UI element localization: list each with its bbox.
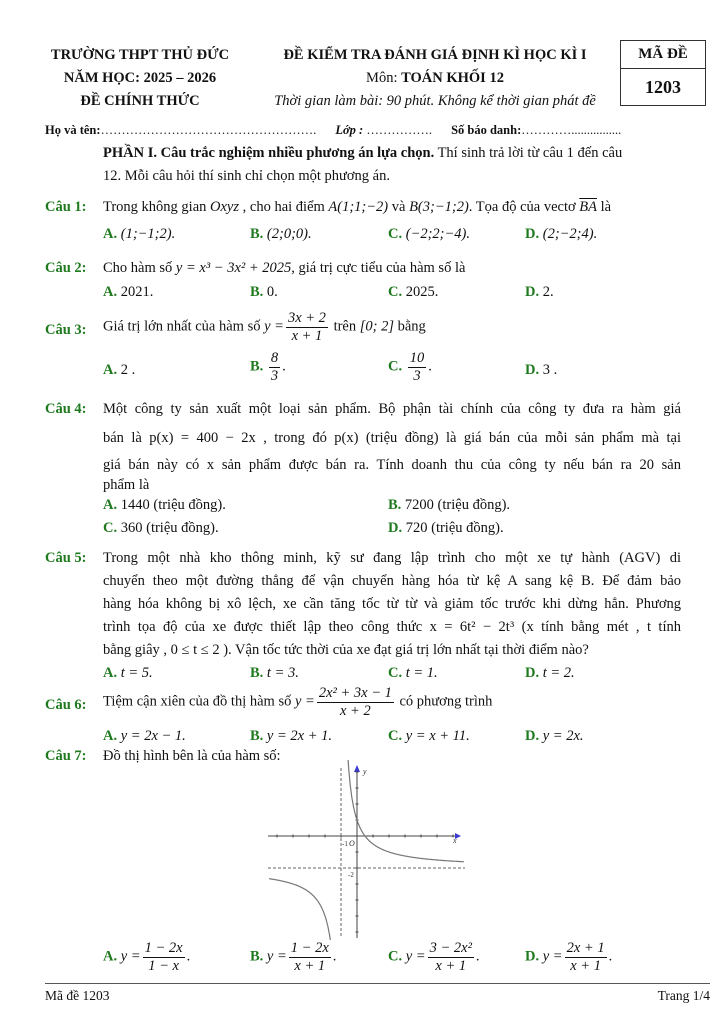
x-axis-label: x — [453, 836, 457, 845]
text: là — [597, 199, 612, 215]
candidate-number-field[interactable]: …………................ — [521, 123, 622, 137]
answer-option[interactable]: D. y = $\frac{2x + 1}{x + 1}$ . — [525, 940, 613, 974]
question-5-line: bằng giây , 0 ≤ t ≤ 2 ). Vận tốc tức thời của xe đạt giá trị lớn nhất tại thời điểm nào? — [103, 642, 589, 658]
option-key: D. — [388, 520, 403, 536]
question-5-line: Trong một nhà kho thông minh, kỹ sư đang lập trình cho một xe tự hành (AGV) di — [103, 550, 681, 566]
option-key: A. — [103, 284, 118, 300]
option-text: 720 (triệu đồng). — [402, 520, 504, 536]
answer-option[interactable] — [525, 665, 575, 682]
option-key: B. — [250, 665, 264, 681]
numerator: 1 − 2x — [144, 940, 183, 956]
vector-math: $\overline{BA}$ — [579, 199, 597, 215]
question-3-stem — [103, 310, 426, 344]
fraction — [143, 940, 185, 974]
denominator: x + 1 — [435, 957, 467, 974]
footer-exam-code: Mã đề 1203 — [45, 988, 110, 1003]
option-key: C. — [388, 665, 403, 681]
question-4-line: Một công ty sản xuất một loại sản phẩm. Bộ phận tài chính của công ty đưa ra hàm giá — [103, 401, 681, 417]
option-key: C. — [388, 226, 403, 242]
candidate-number-label: Số báo danh: — [451, 123, 522, 137]
part-title: PHẦN I. Câu trắc nghiệm nhiều phương án lựa chọn. — [103, 145, 435, 161]
question-7-stem: Đồ thị hình bên là của hàm số: — [103, 748, 281, 764]
origin-label: O — [349, 839, 355, 848]
option-text: 7200 (triệu đồng). — [401, 497, 511, 513]
class-field[interactable]: ……………. — [366, 123, 432, 137]
question-label: Câu 6: — [45, 697, 87, 713]
option-key: D. — [525, 284, 540, 300]
math: y = — [542, 948, 563, 965]
answer-option[interactable] — [103, 497, 226, 514]
option-key: B. — [250, 284, 264, 300]
answer-option[interactable] — [250, 665, 299, 682]
fraction — [317, 685, 394, 719]
answer-option[interactable]: A. y = $\frac{1 - 2x}{1 - x}$ . — [103, 940, 191, 974]
answer-option[interactable] — [250, 728, 332, 745]
denominator: x + 1 — [291, 327, 323, 344]
question-label: Câu 2: — [45, 260, 87, 276]
question-2-stem — [103, 260, 465, 277]
answer-option[interactable] — [388, 284, 438, 301]
exam-code-box — [620, 40, 706, 106]
option-text: t = 2. — [539, 665, 575, 681]
answer-option[interactable] — [250, 284, 278, 301]
answer-option[interactable]: C. $\frac{10}{3}$ . — [388, 350, 432, 384]
option-text: t = 5. — [117, 665, 153, 681]
question-5-line: trình tọa độ của xe được thiết lập theo công thức x = 6t² − 2t³ (x tính bằng mét , t tính — [103, 619, 681, 635]
fraction — [269, 350, 280, 384]
option-text: y = x + 11. — [402, 728, 470, 744]
math: y = — [264, 318, 284, 335]
fraction — [408, 350, 427, 384]
answer-option[interactable] — [525, 728, 584, 745]
option-text: (2;0;0). — [266, 226, 312, 242]
exam-title: ĐỀ KIỂM TRA ĐÁNH GIÁ ĐỊNH KÌ HỌC KÌ I — [283, 47, 587, 63]
text: Tiệm cận xiên của đồ thị hàm số — [103, 693, 295, 710]
text: . Tọa độ của vectơ — [468, 199, 580, 215]
option-text: (−2;2;−4). — [405, 226, 470, 242]
option-text: y = 2x. — [539, 728, 584, 744]
option-text: 1440 (triệu đồng). — [117, 497, 226, 513]
text: trên — [329, 318, 360, 335]
math: y = — [266, 948, 287, 965]
option-key: D. — [525, 728, 540, 744]
question-label: Câu 7: — [45, 748, 87, 764]
answer-option[interactable]: B. y = $\frac{1 - 2x}{x + 1}$ . — [250, 940, 337, 974]
numerator: 2x + 1 — [566, 940, 605, 956]
fraction — [565, 940, 607, 974]
name-label: Họ và tên: — [45, 123, 101, 137]
text: Trong không gian — [103, 199, 211, 215]
math: B(3;−1;2) — [409, 199, 469, 215]
option-text: (1;−1;2). — [120, 226, 176, 242]
denominator: 1 − x — [148, 957, 179, 974]
option-key: C. — [388, 358, 403, 375]
option-key: B. — [250, 226, 264, 242]
answer-option[interactable] — [103, 520, 219, 537]
footer-divider — [45, 983, 710, 984]
option-text: 2. — [539, 284, 554, 300]
math: y = x³ − 3x² + 2025 — [175, 260, 292, 276]
question-label: Câu 3: — [45, 322, 87, 338]
denominator: x + 2 — [339, 702, 371, 719]
answer-option[interactable]: B. $\frac{8}{3}$ . — [250, 350, 286, 384]
text: Cho hàm số — [103, 260, 176, 276]
answer-option[interactable] — [525, 362, 557, 379]
text: có phương trình — [395, 693, 493, 710]
option-text: 2021. — [117, 284, 154, 300]
option-text: (2;−2;4). — [542, 226, 598, 242]
question-label: Câu 1: — [45, 199, 87, 215]
question-4-line: giá bán này có x sản phẩm được bán ra. Tính doanh thu của công ty nếu bán ra 20 sản — [103, 457, 681, 473]
question-4-line: bán là p(x) = 400 − 2x , trong đó p(x) (triệu đồng) là giá bán của mỗi sản phẩm mà tại — [103, 430, 681, 446]
answer-option[interactable] — [388, 728, 470, 745]
option-key: D. — [525, 948, 540, 965]
option-text: y = 2x + 1. — [263, 728, 332, 744]
answer-option[interactable] — [525, 284, 554, 301]
option-key: D. — [525, 665, 540, 681]
fraction — [428, 940, 474, 974]
subject-value: TOÁN KHỐI 12 — [401, 70, 504, 86]
footer-page-number: Trang 1/4 — [657, 988, 710, 1003]
numerator: 2x² + 3x − 1 — [318, 685, 392, 701]
option-key: A. — [103, 728, 118, 744]
math: y = — [405, 948, 426, 965]
official-label: ĐỀ CHÍNH THỨC — [80, 93, 200, 109]
text: Giá trị lớn nhất của hàm số — [103, 318, 265, 335]
option-text: 2 . — [117, 362, 136, 378]
option-key: C. — [388, 728, 403, 744]
part-instructions — [103, 145, 622, 162]
exam-subject — [255, 67, 615, 90]
denominator: 3 — [413, 367, 421, 384]
option-key: B. — [388, 497, 402, 513]
option-key: C. — [388, 284, 403, 300]
part-text: Thí sinh trả lời từ câu 1 đến câu — [434, 145, 623, 161]
math: y = — [120, 948, 141, 965]
option-text: t = 3. — [263, 665, 299, 681]
question-label: Câu 5: — [45, 550, 87, 566]
option-text: y = 2x − 1. — [117, 728, 186, 744]
option-key: A. — [103, 665, 118, 681]
option-text: 2025. — [402, 284, 439, 300]
math: [0; 2] — [359, 318, 394, 335]
numerator: 1 − 2x — [290, 940, 329, 956]
question-1-stem — [103, 199, 611, 216]
y-axis-arrow — [354, 765, 360, 772]
option-text: t = 1. — [402, 665, 438, 681]
denominator: x + 1 — [294, 957, 326, 974]
exam-code: 1203 — [645, 77, 681, 97]
x-tick-label: -1 — [342, 840, 348, 848]
question-5-line: hàng hóa không bị xô lệch, xe cần tăng tốc từ từ và giảm tốc trước khi dừng hẳn. Phương — [103, 596, 681, 612]
denominator: 3 — [270, 367, 279, 384]
numerator: 3x + 2 — [287, 310, 326, 326]
question-label: Câu 4: — [45, 401, 87, 417]
answer-option[interactable] — [388, 520, 504, 537]
numerator: 10 — [409, 350, 425, 366]
numerator: 3 − 2x² — [429, 940, 472, 956]
numerator: 8 — [270, 350, 279, 366]
option-key: D. — [525, 362, 540, 378]
option-key: A. — [103, 226, 118, 242]
text: bằng — [393, 318, 426, 335]
answer-option[interactable] — [250, 226, 312, 243]
exam-time: Thời gian làm bài: 90 phút. Không kể thời gian phát đề — [274, 93, 596, 109]
option-key: B. — [250, 948, 264, 965]
math: y = — [294, 693, 315, 710]
math: A(1;1;−2) — [328, 199, 389, 215]
question-4-line: phẩm là — [103, 477, 150, 493]
math: Oxyz — [210, 199, 240, 215]
answer-option[interactable] — [388, 497, 510, 514]
exam-header — [255, 44, 615, 113]
denominator: x + 1 — [570, 957, 601, 974]
part-text-2: 12. Mỗi câu hỏi thí sinh chỉ chọn một phương án. — [103, 168, 390, 184]
answer-option[interactable] — [388, 665, 438, 682]
text: , cho hai điểm — [239, 199, 329, 215]
answer-option[interactable] — [103, 226, 175, 243]
answer-option[interactable] — [103, 665, 153, 682]
class-label: Lớp : — [335, 123, 367, 137]
student-info-line — [45, 123, 621, 138]
answer-option[interactable] — [103, 362, 135, 379]
option-key: B. — [250, 728, 264, 744]
subject-label: Môn: — [366, 70, 402, 86]
answer-option[interactable] — [103, 728, 186, 745]
function-graph — [260, 760, 470, 940]
option-key: A. — [103, 362, 118, 378]
y-axis-label: y — [363, 767, 367, 776]
text: và — [388, 199, 410, 215]
option-key: C. — [388, 948, 403, 965]
option-text: 0. — [263, 284, 278, 300]
graph-curve-left — [269, 879, 331, 940]
answer-option[interactable]: C. y = $\frac{\text{3 − 2x²}}{x + 1}$ . — [388, 940, 480, 974]
question-5-line: chuyển theo một đường thẳng để vận chuyển hàng hóa từ kệ A sang kệ B. Để đảm bảo — [103, 573, 681, 589]
school-year: NĂM HỌC: 2025 – 2026 — [63, 70, 217, 86]
option-key: C. — [103, 520, 118, 536]
option-text: 360 (triệu đồng). — [117, 520, 219, 536]
option-key: D. — [525, 226, 540, 242]
name-field[interactable]: ……………………………………………. — [100, 123, 317, 137]
answer-option[interactable] — [525, 226, 597, 243]
fraction — [289, 940, 331, 974]
option-key: A. — [103, 948, 118, 965]
option-key: A. — [103, 497, 118, 513]
school-header — [30, 44, 250, 113]
question-6-stem — [103, 685, 492, 719]
answer-option[interactable] — [103, 284, 153, 301]
option-key: B. — [250, 358, 264, 375]
exam-code-label: MÃ ĐỀ — [621, 41, 705, 69]
fraction — [286, 310, 328, 344]
y-tick-label: -2 — [348, 871, 354, 879]
answer-option[interactable] — [388, 226, 470, 243]
school-name: TRƯỜNG THPT THỦ ĐỨC — [50, 47, 230, 63]
option-text: 3 . — [539, 362, 558, 378]
text: , giá trị cực tiểu của hàm số là — [291, 260, 466, 276]
